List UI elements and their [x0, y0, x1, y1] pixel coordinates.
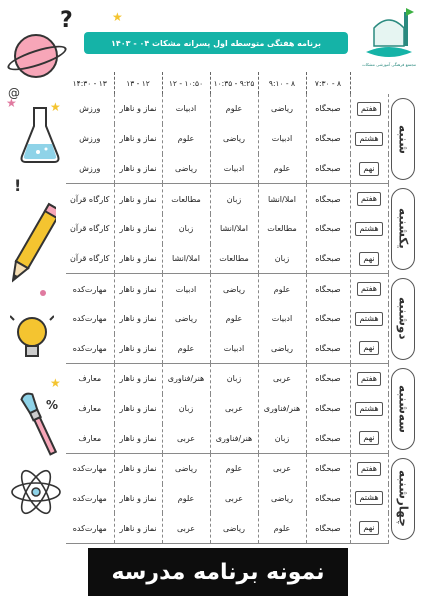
- subject-label: علوم: [177, 493, 195, 503]
- subject-label: نماز و ناهار: [119, 343, 157, 353]
- subject-label: ریاضی: [175, 464, 197, 474]
- subject-label: صبحگاه: [315, 104, 341, 114]
- grade-header-empty: [350, 72, 388, 94]
- grade-label: هفتم: [357, 462, 381, 476]
- schedule-cell: [162, 304, 210, 334]
- school-logo-icon: [360, 6, 418, 68]
- grade-cell: [350, 304, 388, 334]
- schedule-cell: [114, 394, 162, 424]
- subject-label: صبحگاه: [315, 493, 341, 503]
- subject-label: صبحگاه: [315, 433, 341, 443]
- schedule-cell: [114, 274, 162, 304]
- schedule-cell: [210, 334, 258, 364]
- grade-cell: [350, 244, 388, 274]
- grade-label: هشتم: [355, 312, 382, 326]
- schedule-cell: [210, 513, 258, 543]
- subject-label: صبحگاه: [315, 314, 341, 324]
- schedule-cell: [114, 124, 162, 154]
- schedule-cell: [306, 214, 350, 244]
- subject-label: زبان: [226, 194, 242, 204]
- subject-label: ریاضی: [175, 164, 197, 174]
- schedule-cell: [210, 454, 258, 484]
- schedule-cell: [66, 94, 114, 124]
- schedule-cell: [210, 304, 258, 334]
- schedule-cell: [258, 274, 306, 304]
- schedule-cell: [258, 94, 306, 124]
- subject-label: صبحگاه: [315, 374, 341, 384]
- schedule-cell: [306, 484, 350, 514]
- subject-label: مطالعات: [267, 224, 297, 234]
- schedule-cell: [258, 364, 306, 394]
- time-header-row: [66, 72, 418, 94]
- star-doodle-icon: ★: [50, 376, 61, 390]
- schedule-cell: [306, 184, 350, 214]
- subject-label: ادبیات: [175, 104, 197, 114]
- schedule-cell: [258, 184, 306, 214]
- subject-label: مطالعات: [171, 194, 201, 204]
- subject-label: عربی: [224, 493, 244, 503]
- schedule-row: [66, 364, 418, 394]
- subject-label: علوم: [225, 314, 243, 324]
- schedule-cell: [66, 424, 114, 454]
- schedule-cell: [66, 394, 114, 424]
- subject-label: عربی: [176, 433, 196, 443]
- grade-label: هفتم: [357, 282, 381, 296]
- subject-label: مهارت‌کده: [72, 464, 107, 474]
- schedule-cell: [258, 454, 306, 484]
- subject-label: علوم: [225, 104, 243, 114]
- subject-label: نماز و ناهار: [119, 284, 157, 294]
- subject-label: علوم: [177, 343, 195, 353]
- subject-label: صبحگاه: [315, 224, 341, 234]
- subject-label: صبحگاه: [315, 194, 341, 204]
- schedule-row: [66, 274, 418, 304]
- schedule-cell: [210, 244, 258, 274]
- subject-label: نماز و ناهار: [119, 164, 157, 174]
- day-label: یکشنبه: [396, 208, 411, 250]
- schedule-cell: [162, 184, 210, 214]
- grade-cell: [350, 513, 388, 543]
- schedule-cell: [210, 184, 258, 214]
- schedule-cell: [66, 364, 114, 394]
- grade-cell: [350, 184, 388, 214]
- schedule-cell: [114, 334, 162, 364]
- subject-label: ریاضی: [271, 104, 293, 114]
- time-slot-header: ۹:۲۵ - ۱۰:۳۵: [210, 72, 258, 94]
- schedule-row: [66, 184, 418, 214]
- grade-label: هشتم: [355, 222, 382, 236]
- day-label: سه‌شنبه: [396, 384, 411, 433]
- grade-cell: [350, 364, 388, 394]
- schedule-cell: [210, 94, 258, 124]
- schedule-cell: [306, 364, 350, 394]
- subject-label: نماز و ناهار: [119, 493, 157, 503]
- grade-cell: [350, 484, 388, 514]
- schedule-cell: [66, 184, 114, 214]
- schedule-cell: [114, 424, 162, 454]
- schedule-cell: [258, 154, 306, 184]
- subject-label: مطالعات: [219, 254, 249, 264]
- dot-doodle-icon: [40, 290, 46, 296]
- day-header-empty: [388, 72, 418, 94]
- schedule-cell: [162, 94, 210, 124]
- schedule-cell: [162, 424, 210, 454]
- subject-label: ریاضی: [223, 134, 245, 144]
- subject-label: صبحگاه: [315, 343, 341, 353]
- subject-label: زبان: [178, 404, 194, 414]
- subject-label: نماز و ناهار: [119, 224, 157, 234]
- day-cell: [388, 274, 418, 364]
- day-cell: [388, 454, 418, 544]
- day-pill: [391, 98, 415, 180]
- schedule-cell: [306, 454, 350, 484]
- day-pill: [391, 278, 415, 360]
- grade-label: هفتم: [357, 102, 381, 116]
- subject-label: معارف: [78, 404, 102, 414]
- subject-label: ادبیات: [223, 164, 245, 174]
- grade-cell: [350, 274, 388, 304]
- grade-label: هشتم: [355, 402, 382, 416]
- schedule-row: [66, 214, 418, 244]
- subject-label: نماز و ناهار: [119, 314, 157, 324]
- lightbulb-doodle-icon: [10, 312, 54, 364]
- subject-label: هنر/فناوری: [215, 433, 253, 443]
- subject-label: علوم: [225, 464, 243, 474]
- grade-label: نهم: [359, 431, 378, 445]
- day-pill: [391, 368, 415, 450]
- grade-cell: [350, 124, 388, 154]
- subject-label: ادبیات: [271, 134, 293, 144]
- schedule-cell: [66, 244, 114, 274]
- schedule-cell: [306, 244, 350, 274]
- schedule-cell: [114, 94, 162, 124]
- day-label: دوشنبه: [396, 297, 411, 340]
- subject-label: ادبیات: [271, 314, 293, 324]
- grade-label: هشتم: [355, 491, 382, 505]
- header-banner: [84, 32, 348, 54]
- schedule-body: [66, 94, 418, 544]
- subject-label: مهارت‌کده: [72, 343, 107, 353]
- subject-label: هنر/فناوری: [167, 374, 205, 384]
- grade-label: نهم: [359, 252, 378, 266]
- subject-label: نماز و ناهار: [119, 104, 157, 114]
- atom-doodle-icon: [8, 464, 64, 520]
- grade-cell: [350, 214, 388, 244]
- schedule-cell: [66, 513, 114, 543]
- schedule-cell: [258, 214, 306, 244]
- schedule-cell: [66, 124, 114, 154]
- subject-label: ادبیات: [223, 343, 245, 353]
- time-slot-header: ۸ - ۹:۱۰: [258, 72, 306, 94]
- schedule-cell: [114, 214, 162, 244]
- schedule-row: [66, 484, 418, 514]
- subject-label: زبان: [274, 254, 290, 264]
- grade-cell: [350, 334, 388, 364]
- subject-label: عربی: [272, 464, 292, 474]
- subject-label: نماز و ناهار: [119, 523, 157, 533]
- schedule-cell: [210, 364, 258, 394]
- grade-cell: [350, 424, 388, 454]
- subject-label: هنر/فناوری: [263, 404, 301, 414]
- schedule-cell: [66, 334, 114, 364]
- schedule-cell: [162, 244, 210, 274]
- at-sign-doodle-icon: @: [8, 86, 20, 100]
- schedule-cell: [306, 154, 350, 184]
- schedule-cell: [162, 334, 210, 364]
- subject-label: زبان: [226, 374, 242, 384]
- schedule-row: [66, 124, 418, 154]
- weekly-schedule-table: [66, 72, 418, 544]
- day-pill: [391, 188, 415, 270]
- time-slot-header: ۱۲ - ۱۳: [114, 72, 162, 94]
- pencil-doodle-icon: [12, 196, 56, 292]
- schedule-cell: [306, 424, 350, 454]
- subject-label: کارگاه قرآن: [70, 194, 110, 204]
- subject-label: نماز و ناهار: [119, 404, 157, 414]
- schedule-cell: [114, 454, 162, 484]
- subject-label: مهارت‌کده: [72, 523, 107, 533]
- subject-label: ورزش: [79, 164, 101, 174]
- subject-label: نماز و ناهار: [119, 254, 157, 264]
- subject-label: ادبیات: [175, 284, 197, 294]
- subject-label: نماز و ناهار: [119, 194, 157, 204]
- paintbrush-doodle-icon: [20, 390, 60, 460]
- footer-caption: نمونه برنامه مدرسه: [111, 559, 325, 585]
- subject-label: ریاضی: [175, 314, 197, 324]
- grade-label: هفتم: [357, 192, 381, 206]
- schedule-cell: [114, 513, 162, 543]
- schedule-cell: [66, 484, 114, 514]
- subject-label: معارف: [78, 433, 102, 443]
- flask-doodle-icon: [18, 104, 62, 164]
- question-mark-doodle-icon: ?: [60, 8, 73, 33]
- subject-label: صبحگاه: [315, 164, 341, 174]
- grade-cell: [350, 94, 388, 124]
- schedule-cell: [258, 394, 306, 424]
- subject-label: مهارت‌کده: [72, 314, 107, 324]
- schedule-cell: [162, 274, 210, 304]
- subject-label: صبحگاه: [315, 404, 341, 414]
- subject-label: علوم: [273, 284, 291, 294]
- day-cell: [388, 364, 418, 454]
- subject-label: املا/انشا: [172, 254, 200, 264]
- schedule-cell: [66, 454, 114, 484]
- schedule-cell: [306, 94, 350, 124]
- schedule-cell: [162, 154, 210, 184]
- schedule-cell: [210, 154, 258, 184]
- grade-cell: [350, 394, 388, 424]
- grade-label: نهم: [359, 162, 378, 176]
- subject-label: نماز و ناهار: [119, 374, 157, 384]
- grade-label: نهم: [359, 521, 378, 535]
- schedule-cell: [114, 484, 162, 514]
- schedule-cell: [162, 214, 210, 244]
- grade-label: هشتم: [355, 132, 382, 146]
- schedule-row: [66, 334, 418, 364]
- subject-label: ریاضی: [223, 284, 245, 294]
- schedule-cell: [162, 513, 210, 543]
- schedule-cell: [210, 274, 258, 304]
- schedule-row: [66, 244, 418, 274]
- schedule-cell: [114, 364, 162, 394]
- day-label: شنبه: [396, 124, 411, 154]
- schedule-cell: [210, 424, 258, 454]
- subject-label: املا/انشا: [220, 224, 248, 234]
- schedule-cell: [66, 214, 114, 244]
- schedule-cell: [114, 304, 162, 334]
- schedule-cell: [210, 484, 258, 514]
- subject-label: عربی: [224, 404, 244, 414]
- star-doodle-icon: ★: [6, 96, 17, 110]
- subject-label: زبان: [274, 433, 290, 443]
- day-label: چهارشنبه: [396, 470, 411, 527]
- schedule-row: [66, 513, 418, 543]
- star-doodle-icon: ★: [50, 100, 61, 114]
- subject-label: معارف: [78, 374, 102, 384]
- day-pill: [391, 458, 415, 540]
- schedule-cell: [66, 154, 114, 184]
- logo-caption: مجتمع فرهنگی آموزشی مشکات: [361, 62, 416, 67]
- subject-label: عربی: [272, 374, 292, 384]
- schedule-cell: [258, 124, 306, 154]
- schedule-cell: [162, 484, 210, 514]
- subject-label: ورزش: [79, 104, 101, 114]
- schedule-cell: [114, 244, 162, 274]
- schedule-cell: [306, 274, 350, 304]
- schedule-cell: [258, 424, 306, 454]
- schedule-row: [66, 424, 418, 454]
- day-cell: [388, 94, 418, 184]
- schedule-cell: [306, 334, 350, 364]
- subject-label: ریاضی: [223, 523, 245, 533]
- subject-label: کارگاه قرآن: [70, 254, 110, 264]
- schedule-cell: [306, 124, 350, 154]
- schedule-cell: [210, 394, 258, 424]
- schedule-row: [66, 454, 418, 484]
- grade-cell: [350, 454, 388, 484]
- schedule-cell: [210, 124, 258, 154]
- schedule-row: [66, 394, 418, 424]
- grade-label: هفتم: [357, 372, 381, 386]
- schedule-cell: [306, 304, 350, 334]
- schedule-cell: [306, 394, 350, 424]
- schedule-row: [66, 304, 418, 334]
- subject-label: علوم: [273, 164, 291, 174]
- time-slot-header: ۱۳ - ۱۴:۳۰: [66, 72, 114, 94]
- schedule-cell: [162, 394, 210, 424]
- time-slot-header: ۸ - ۷:۳۰: [306, 72, 350, 94]
- schedule-cell: [114, 184, 162, 214]
- schedule-cell: [258, 244, 306, 274]
- schedule-cell: [66, 274, 114, 304]
- subject-label: صبحگاه: [315, 134, 341, 144]
- subject-label: ریاضی: [271, 343, 293, 353]
- schedule-cell: [258, 304, 306, 334]
- subject-label: علوم: [273, 523, 291, 533]
- percent-doodle-icon: %: [46, 398, 59, 412]
- schedule-cell: [114, 154, 162, 184]
- schedule-cell: [210, 214, 258, 244]
- subject-label: صبحگاه: [315, 523, 341, 533]
- subject-label: املا/انشا: [268, 194, 296, 204]
- subject-label: نماز و ناهار: [119, 464, 157, 474]
- footer-caption-bar: [88, 548, 348, 596]
- schedule-row: [66, 154, 418, 184]
- schedule-cell: [258, 484, 306, 514]
- subject-label: عربی: [176, 523, 196, 533]
- star-doodle-icon: ★: [112, 10, 123, 24]
- exclamation-doodle-icon: !: [14, 176, 22, 195]
- schedule-cell: [162, 364, 210, 394]
- subject-label: نماز و ناهار: [119, 433, 157, 443]
- subject-label: نماز و ناهار: [119, 134, 157, 144]
- grade-label: نهم: [359, 341, 378, 355]
- schedule-cell: [306, 513, 350, 543]
- time-slot-header: ۱۰:۵۰ - ۱۲: [162, 72, 210, 94]
- subject-label: علوم: [177, 134, 195, 144]
- schedule-cell: [162, 124, 210, 154]
- subject-label: صبحگاه: [315, 464, 341, 474]
- subject-label: زبان: [178, 224, 194, 234]
- subject-label: ریاضی: [271, 493, 293, 503]
- subject-label: مهارت‌کده: [72, 493, 107, 503]
- schedule-cell: [162, 454, 210, 484]
- schedule-row: [66, 94, 418, 124]
- grade-cell: [350, 154, 388, 184]
- subject-label: صبحگاه: [315, 254, 341, 264]
- page-title: برنامه هفتگی متوسطه اول پسرانه مشکات ۰۴ - ۱۴۰۳: [111, 38, 321, 48]
- subject-label: صبحگاه: [315, 284, 341, 294]
- subject-label: ورزش: [79, 134, 101, 144]
- schedule-cell: [258, 513, 306, 543]
- subject-label: کارگاه قرآن: [70, 224, 110, 234]
- schedule-cell: [258, 334, 306, 364]
- day-cell: [388, 184, 418, 274]
- subject-label: مهارت‌کده: [72, 284, 107, 294]
- schedule-cell: [66, 304, 114, 334]
